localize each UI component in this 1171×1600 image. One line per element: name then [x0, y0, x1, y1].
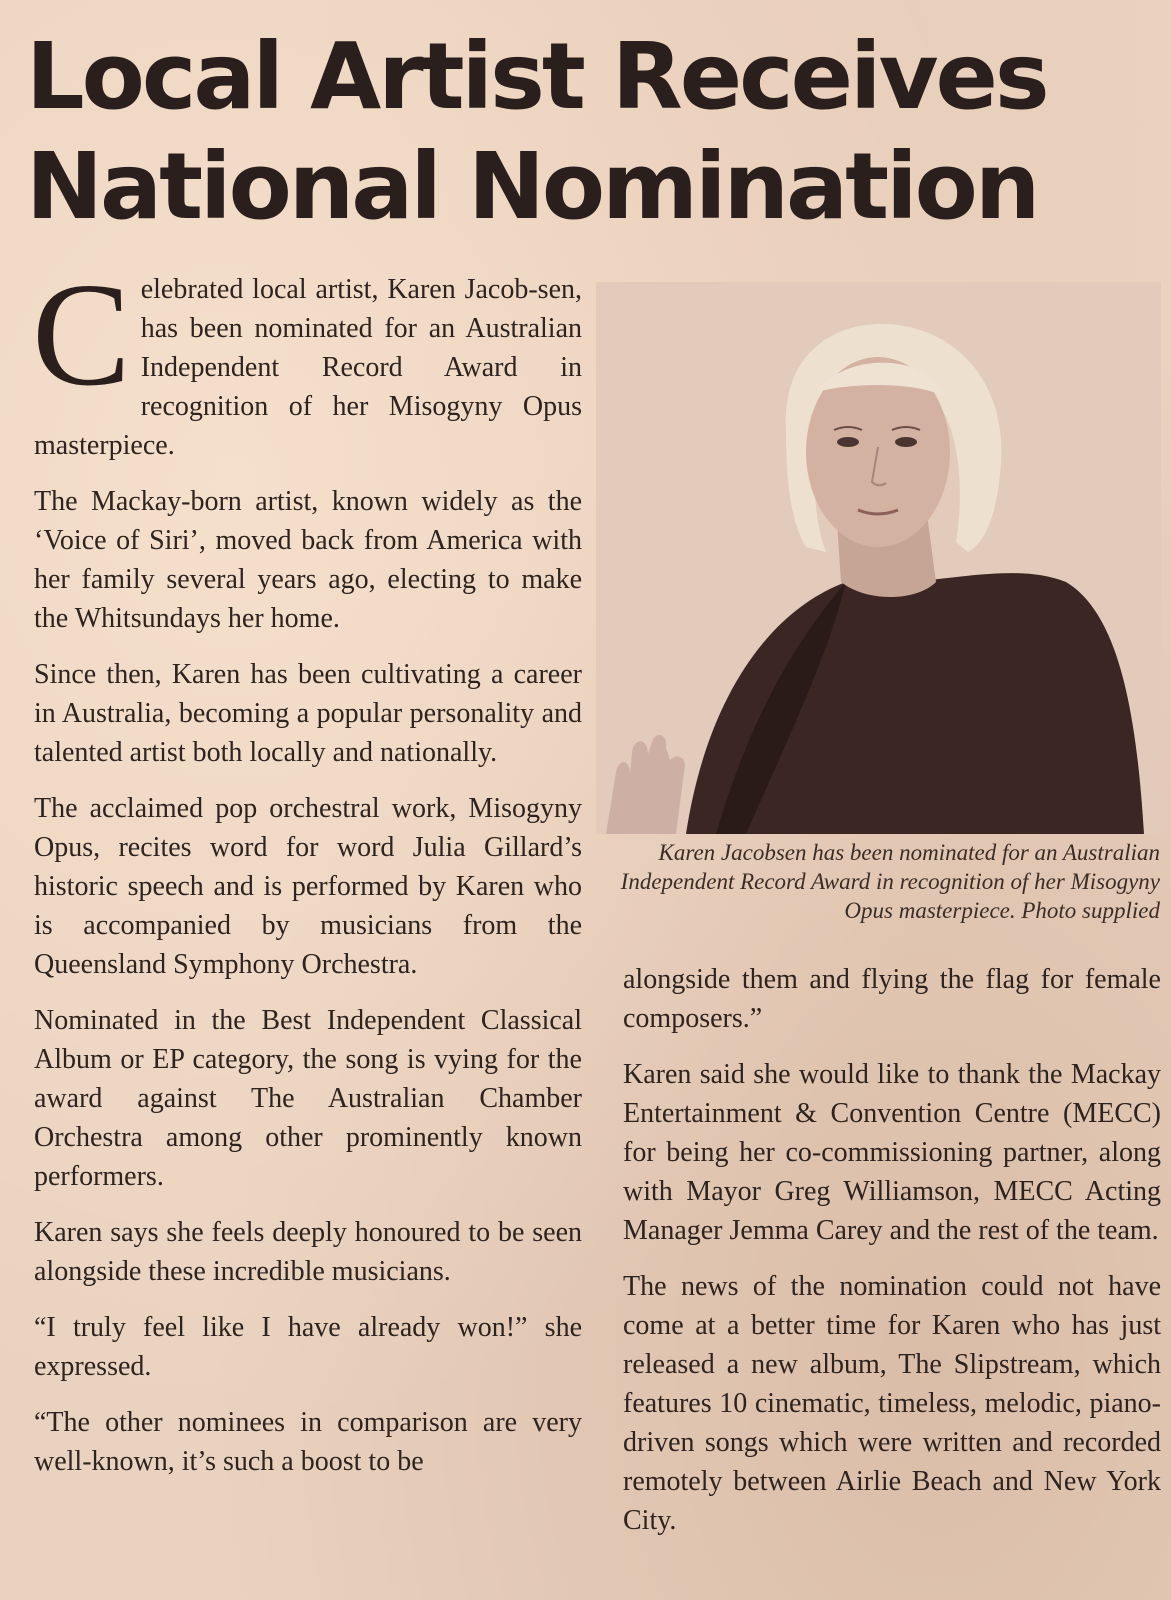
- article-right-column: [623, 960, 1161, 1540]
- headline: [26, 22, 1156, 242]
- paragraph-quote-nominees: “The other nominees in comparison are very well-known, it’s such a boost to be: [34, 1407, 582, 1477]
- artist-photo: [596, 282, 1161, 834]
- paragraph-thanks: Karen said she would like to thank the Mackay Entertainment & Convention Centre (MECC) for being her co-commissioning partner, along with Mayor Greg Williamson, MECC Acting Manager Jemma Carey and the rest of the team.: [623, 1059, 1161, 1246]
- portrait-illustration: [596, 282, 1161, 834]
- photo-caption: Karen Jacobsen has been nominated for an Australian Independent Record Award in recognition of her Misogyny Opus masterpiece. Photo supplied: [620, 840, 1160, 923]
- paragraph-continued-quote: alongside them and flying the flag for female composers.”: [623, 964, 1161, 1034]
- drop-cap: C: [32, 253, 131, 417]
- headline-line-1: Local Artist Receives: [26, 23, 1047, 130]
- paragraph-honoured: Karen says she feels deeply honoured to be seen alongside these incredible musicians.: [34, 1217, 582, 1287]
- paragraph-category: Nominated in the Best Independent Classical Album or EP category, the song is vying for the award against The Australian Chamber Orchestra among other prominently known performers.: [34, 1005, 582, 1192]
- paragraph-career: Since then, Karen has been cultivating a career in Australia, becoming a popular personality and talented artist both locally and nationally.: [34, 659, 582, 768]
- paragraph-intro: [32, 253, 582, 465]
- headline-line-2: National Nomination: [26, 133, 1038, 240]
- paragraph-quote-won: “I truly feel like I have already won!” she expressed.: [34, 1312, 582, 1382]
- article-left-column: [32, 253, 582, 1481]
- paragraph-background: The Mackay-born artist, known widely as the ‘Voice of Siri’, moved back from America with her family several years ago, electing to make the Whitsundays her home.: [34, 486, 582, 634]
- paragraph-new-album: The news of the nomination could not have come at a better time for Karen who has just released a new album, The Slipstream, which features 10 cinematic, timeless, melodic, piano-driven songs which were written and recorded remotely between Airlie Beach and New York City.: [623, 1271, 1161, 1536]
- paragraph-work: The acclaimed pop orchestral work, Misogyny Opus, recites word for word Julia Gillard’s historic speech and is performed by Karen who is accompanied by musicians from the Queensland Symphony Orchestra.: [34, 793, 582, 980]
- paragraph-intro-text: elebrated local artist, Karen Jacob-sen, has been nominated for an Australian Independent Record Award in recognition of her Misogyny Opus masterpiece.: [34, 274, 582, 461]
